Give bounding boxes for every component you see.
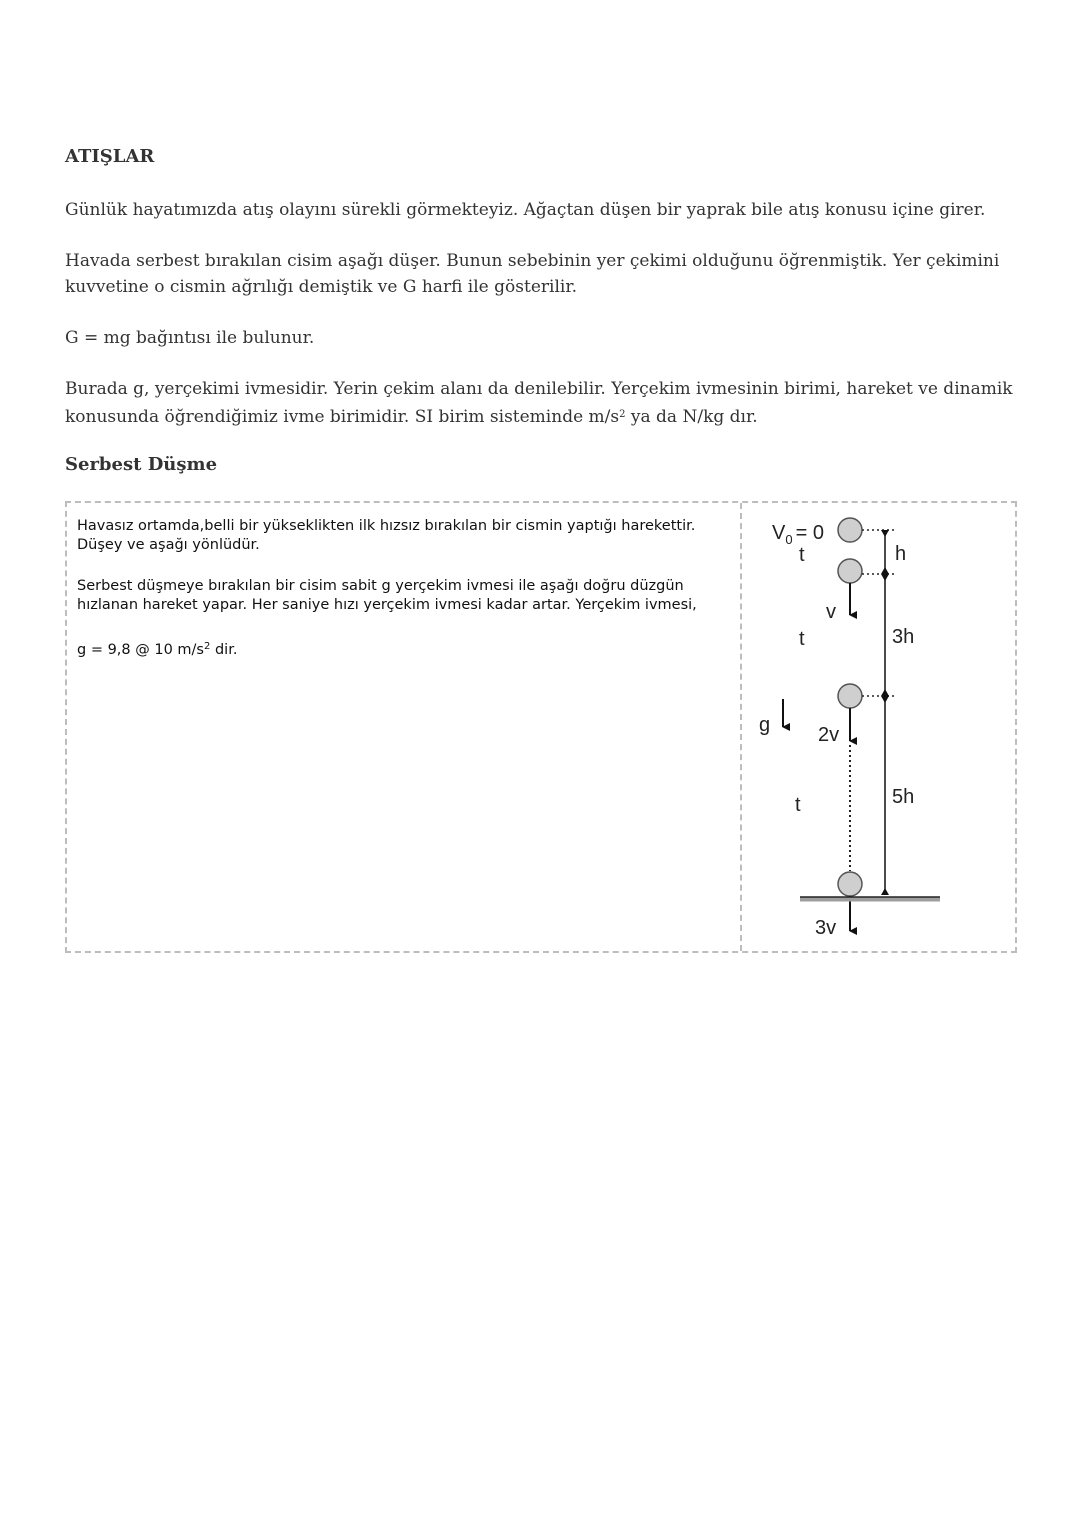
- height-arrow-3h-top: [881, 574, 889, 581]
- paragraph-formula: G = mg bağıntısı ile bulunur.: [65, 328, 315, 348]
- height-arrow-h-top: [881, 530, 889, 537]
- acceleration-text-end: ya da N/kg dır.: [625, 407, 758, 427]
- height-arrow-5h-bottom: [881, 888, 889, 895]
- formula-text-end: dir.: [210, 642, 238, 658]
- time-label-2: t: [799, 628, 805, 650]
- velocity-3v-label: 3v: [815, 917, 837, 939]
- gravity-label: g: [759, 714, 771, 736]
- free-fall-diagram: [744, 505, 1014, 949]
- ball-ground: [838, 872, 862, 896]
- acceleration-text: Burada g, yerçekimi ivmesidir. Yerin çekim alanı da denilebilir. Yerçekim ivmesinin birimi, hareket ve dinamik konusunda öğrendiğimiz ivme birimidir. SI birim sisteminde m/s: [65, 379, 1013, 427]
- box-divider: [740, 503, 742, 951]
- initial-velocity-label: $V_0 = 0$: [772, 522, 824, 547]
- formula-text: g = 9,8 @ 10 m/s: [77, 642, 204, 658]
- free-fall-box: [65, 501, 1017, 953]
- height-5h-label: 5h: [892, 786, 915, 808]
- paragraph-intro: Günlük hayatımızda atış olayını sürekli görmekteyiz. Ağaçtan düşen bir yaprak bile atış konusu içine girer.: [65, 200, 986, 220]
- exponent: 2: [619, 409, 626, 420]
- ball-1: [838, 559, 862, 583]
- formula-exponent: 2: [203, 641, 211, 652]
- ball-start: [838, 518, 862, 542]
- height-h-label: h: [895, 543, 907, 565]
- height-arrow-5h-top: [881, 696, 889, 703]
- definition-text: Havasız ortamda,belli bir yükseklikten ilk hızsız bırakılan bir cismin yaptığı harekettir. Düşey ve aşağı yönlüdür.: [77, 518, 696, 553]
- page-title: ATIŞLAR: [65, 146, 155, 167]
- height-arrow-3h-bottom: [881, 689, 889, 696]
- velocity-2v-label: 2v: [818, 724, 840, 746]
- gravity-formula: [77, 637, 729, 660]
- height-arrow-h-bottom: [881, 567, 889, 574]
- time-label-3: t: [795, 794, 801, 816]
- motion-text: Serbest düşmeye bırakılan bir cisim sabit g yerçekim ivmesi ile aşağı doğru düzgün hızlanan hareket yapar. Her saniye hızı yerçekim ivmesi kadar artar. Yerçekim ivmesi,: [77, 578, 697, 613]
- paragraph-gravity: Havada serbest bırakılan cisim aşağı düşer. Bunun sebebinin yer çekimi olduğunu öğrenmiştik. Yer çekimini kuvvetine o cismin ağrılığı demiştik ve G harfi ile gösterilir.: [65, 251, 1000, 297]
- velocity-v-label: v: [826, 601, 836, 623]
- free-fall-description: [77, 517, 729, 682]
- ball-2: [838, 684, 862, 708]
- height-3h-label: 3h: [892, 626, 915, 648]
- section-heading-free-fall: Serbest Düşme: [65, 454, 218, 475]
- time-label-1: t: [799, 544, 805, 566]
- paragraph-acceleration: [65, 376, 1017, 430]
